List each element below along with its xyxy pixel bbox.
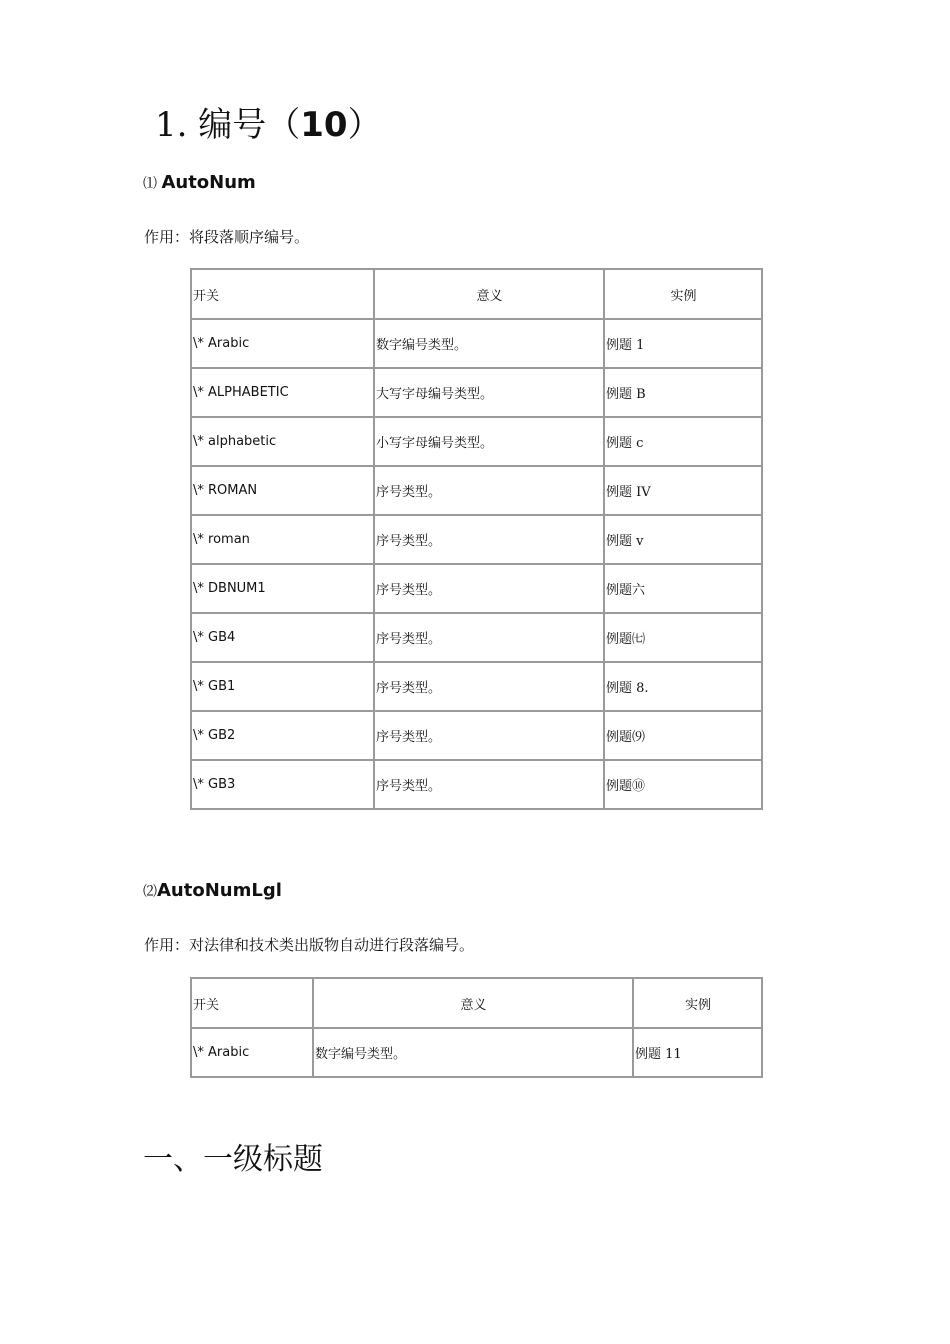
header-switch: 开关 [191,978,313,1028]
example-cell: 例题 8. [604,662,762,711]
example-cell: 例题㈦ [604,613,762,662]
meaning-cell: 数字编号类型。 [374,319,604,368]
header-meaning: 意义 [313,978,633,1028]
switch-cell: \* GB3 [191,760,374,809]
switch-cell: \* roman [191,515,374,564]
level1-heading: 一、一级标题 [143,1142,323,1177]
switch-cell: \* GB4 [191,613,374,662]
switch-cell: \* GB1 [191,662,374,711]
section-title: AutoNum [161,172,256,193]
switch-cell: \* ROMAN [191,466,374,515]
table-row [191,466,762,515]
example-cell: 例题 1 [604,319,762,368]
header-example: 实例 [633,978,762,1028]
header-example: 实例 [604,269,762,319]
header-meaning: 意义 [374,269,604,319]
table-row [191,662,762,711]
section-title: AutoNumLgl [157,880,282,901]
example-cell: 例题 B [604,368,762,417]
meaning-cell: 序号类型。 [374,466,604,515]
section-description: 作用：将段落顺序编号。 [144,228,310,246]
section-heading-autonum [143,171,256,196]
switch-cell: \* Arabic [191,319,374,368]
table-header-row [191,978,762,1028]
meaning-cell: 序号类型。 [374,711,604,760]
switch-cell: \* Arabic [191,1028,313,1077]
meaning-cell: 序号类型。 [374,515,604,564]
example-cell: 例题 11 [633,1028,762,1077]
table-row [191,368,762,417]
autonum-switch-table [190,268,763,810]
example-cell: 例题 c [604,417,762,466]
table-row [191,711,762,760]
table-row [191,1028,762,1077]
table-row [191,613,762,662]
example-cell: 例题 v [604,515,762,564]
section-marker: ⑵ [143,884,157,900]
switch-cell: \* ALPHABETIC [191,368,374,417]
autonumlgl-switch-table [190,977,763,1078]
example-cell: 例题六 [604,564,762,613]
meaning-cell: 序号类型。 [374,662,604,711]
switch-cell: \* alphabetic [191,417,374,466]
heading-number: 10 [300,105,348,145]
section-heading-autonumlgl [143,879,282,904]
section-description: 作用：对法律和技术类出版物自动进行段落编号。 [144,936,475,954]
example-cell: 例题⑩ [604,760,762,809]
header-switch: 开关 [191,269,374,319]
heading-prefix: 1. 编号（ [155,105,301,145]
table-row [191,564,762,613]
heading-numbering [155,100,382,150]
meaning-cell: 序号类型。 [374,760,604,809]
table-row [191,760,762,809]
meaning-cell: 大写字母编号类型。 [374,368,604,417]
example-cell: 例题 IV [604,466,762,515]
example-cell: 例题⑼ [604,711,762,760]
table-row [191,515,762,564]
meaning-cell: 序号类型。 [374,613,604,662]
section-marker: ⑴ [143,176,162,192]
heading-suffix: ） [347,105,382,145]
table-header-row [191,269,762,319]
meaning-cell: 序号类型。 [374,564,604,613]
table-row [191,319,762,368]
switch-cell: \* DBNUM1 [191,564,374,613]
meaning-cell: 数字编号类型。 [313,1028,633,1077]
switch-cell: \* GB2 [191,711,374,760]
table-row [191,417,762,466]
meaning-cell: 小写字母编号类型。 [374,417,604,466]
